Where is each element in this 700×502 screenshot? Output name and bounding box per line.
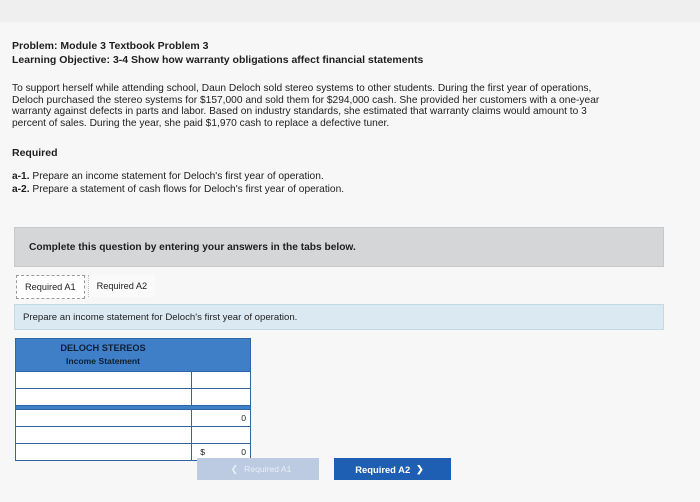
requirement-a2 — [12, 184, 344, 195]
line-item-input[interactable] — [15, 410, 192, 426]
company-name: DELOCH STEREOS — [60, 343, 146, 353]
line-item-input[interactable] — [15, 427, 192, 443]
amount-value: 0 — [241, 413, 246, 423]
line-item-input[interactable] — [15, 444, 192, 460]
requirement-text: Prepare an income statement for Deloch's first year of operation. — [32, 171, 324, 182]
table-row — [15, 410, 251, 427]
requirement-label: a-2. — [12, 184, 30, 195]
table-row — [15, 372, 251, 389]
amount-input[interactable] — [192, 427, 251, 443]
requirement-a1 — [12, 171, 324, 182]
table-row — [15, 427, 251, 444]
intro-line: percent of sales. During the year, she paid $1,970 cash to replace a defective tuner. — [12, 117, 390, 129]
table-row — [15, 389, 251, 406]
income-statement-table — [15, 338, 251, 461]
tab-prompt-bar — [14, 304, 664, 330]
intro-line: To support herself while attending school, Daun Deloch sold stereo systems to other students. During the first year of operations, — [12, 83, 592, 94]
next-tab-label: Required A2 — [355, 463, 411, 475]
statement-header — [15, 338, 251, 372]
instruction-text: Complete this question by entering your answers in the tabs below. — [29, 241, 356, 253]
amount-value: 0 — [241, 447, 246, 457]
requirement-label: a-1. — [12, 171, 30, 182]
currency-sign: $ — [200, 447, 206, 457]
amount-input[interactable] — [192, 410, 251, 426]
answer-tabs — [16, 275, 155, 299]
statement-name: Income Statement — [65, 356, 141, 366]
problem-title: Problem: Module 3 Textbook Problem 3 — [12, 40, 209, 52]
tab-required-a2[interactable]: Required A2 — [88, 275, 156, 297]
previous-tab-label: Required A1 — [244, 464, 292, 474]
chevron-left-icon: ❮ — [230, 463, 239, 474]
required-heading: Required — [12, 147, 58, 159]
intro-line: Deloch purchased the stereo systems for $157,000 and sold them for $294,000 cash. She provided her customers with a one-year — [12, 94, 600, 106]
tab-prompt-text: Prepare an income statement for Deloch's first year of operation. — [23, 311, 298, 323]
problem-intro — [12, 83, 682, 129]
intro-line: warranty against defects in parts and labor. Based on industry standards, she estimated that warranty claims would amount to 3 — [12, 106, 587, 118]
amount-input[interactable] — [192, 389, 251, 405]
previous-tab-button[interactable] — [197, 458, 319, 480]
tab-required-a1[interactable]: Required A1 — [16, 275, 85, 299]
line-item-input[interactable] — [15, 372, 192, 388]
next-tab-button[interactable] — [334, 458, 451, 480]
instruction-bar — [14, 227, 664, 267]
learning-objective: Learning Objective: 3-4 Show how warranty obligations affect financial statements — [12, 54, 424, 66]
problem-page — [0, 22, 700, 502]
requirement-text: Prepare a statement of cash flows for Deloch's first year of operation. — [32, 184, 345, 195]
amount-input[interactable] — [192, 372, 251, 388]
line-item-input[interactable] — [15, 389, 192, 405]
chevron-right-icon: ❯ — [416, 463, 424, 474]
